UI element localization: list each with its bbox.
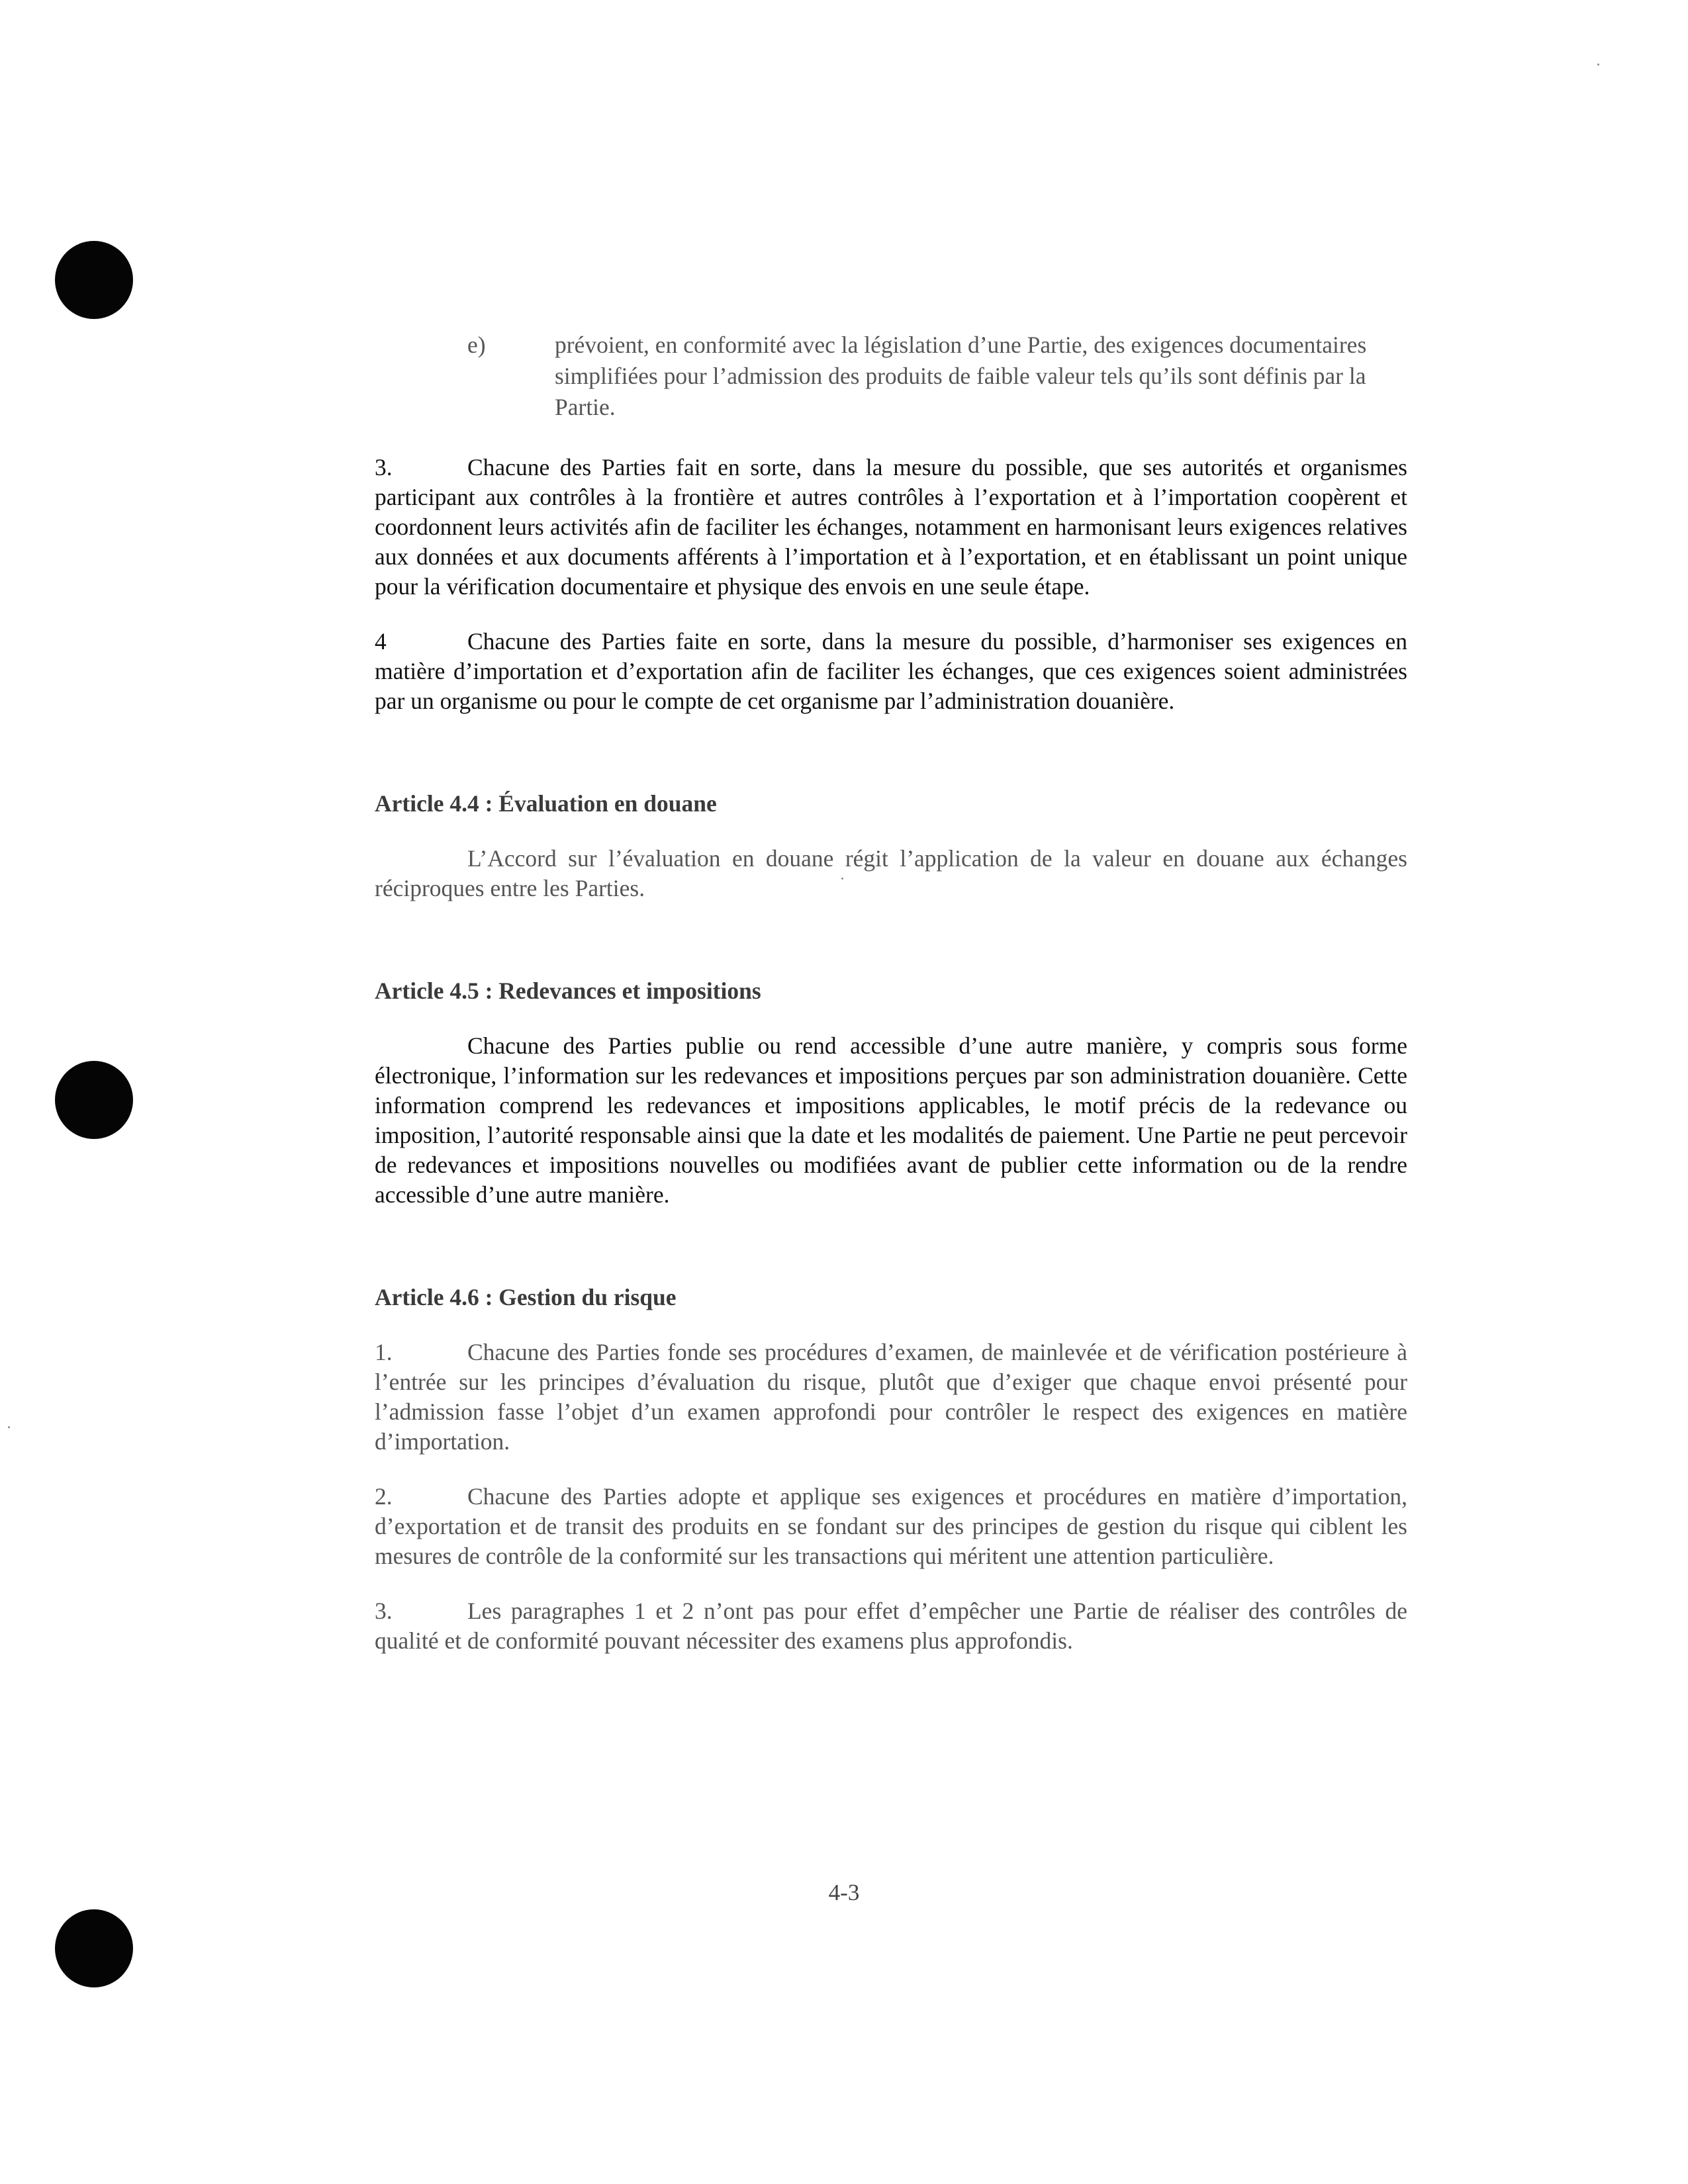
binder-hole-top [55,241,133,319]
binder-hole-middle [55,1061,133,1139]
paragraph-number: 1. [375,1339,393,1365]
article-4-5-heading: Article 4.5 : Redevances et impositions [375,978,761,1004]
paragraph-number: 4 [375,628,387,655]
paragraph-text: Chacune des Parties fonde ses procédures d’examen, de mainlevée et de vérification postérieure à l’entrée sur les principes d’évaluation du risque, plutôt que d’exiger que chaque envoi présenté pour l’admission fasse l’objet d’un examen approfondi pour contrôler le respect des exigences en matière d’importation. [375,1339,1407,1455]
list-item-e [375,330,1407,423]
article-4-6-paragraph-1 [375,1338,1407,1457]
paragraph-3 [375,453,1407,602]
article-4-5-text: Chacune des Parties publie ou rend accessible d’une autre manière, y compris sous forme électronique, l’information sur les redevances et impositions perçues par son administration douanière. Cette information comprend les redevances et impositions applicables, le motif précis de la redevance ou imposition, l’autorité responsable ainsi que la date et les modalités de paiement. Une Partie ne peut percevoir de redevances et impositions nouvelles ou modifiées avant de publier cette information ou de la rendre accessible d’une autre manière. [375,1032,1407,1208]
list-item-label: e) [467,332,486,358]
paragraph-number: 3. [375,454,393,480]
paragraph-text: Chacune des Parties adopte et applique ses exigences et procédures en matière d’importation, d’exportation et de transit des produits en se fondant sur des principes de gestion du risque qui ciblent les mesures de contrôle de la conformité sur les transactions qui méritent une attention particulière. [375,1483,1407,1569]
paragraph-4 [375,627,1407,716]
paragraph-number: 3. [375,1598,393,1624]
paragraph-text: Chacune des Parties fait en sorte, dans la mesure du possible, que ses autorités et organismes participant aux contrôles à la frontière et autres contrôles à l’exportation et à l’importation coopèrent et coordonnent leurs activités afin de faciliter les échanges, notamment en harmonisant leurs exigences relatives aux données et aux documents afférents à l’importation et à l’exportation, et en établissant un point unique pour la vérification documentaire et physique des envois en une seule étape. [375,454,1407,600]
article-4-4-heading: Article 4.4 : Évaluation en douane [375,790,717,817]
article-4-6-heading: Article 4.6 : Gestion du risque [375,1284,677,1310]
scan-speck [1597,64,1599,66]
paragraph-text: Chacune des Parties faite en sorte, dans la mesure du possible, d’harmoniser ses exigences en matière d’importation et d’exportation afin de faciliter les échanges, que ces exigences soient administrées par un organisme ou pour le compte de cet organisme par l’administration douanière. [375,628,1407,714]
paragraph-text: Les paragraphes 1 et 2 n’ont pas pour effet d’empêcher une Partie de réaliser des contrôles de qualité et de conformité pouvant nécessiter des examens plus approfondis. [375,1598,1407,1654]
scan-speck [8,1426,10,1428]
paragraph-number: 2. [375,1483,393,1510]
article-4-6-paragraph-3 [375,1596,1407,1656]
document-body [375,330,1407,1656]
article-4-6-paragraph-2 [375,1482,1407,1571]
page-number: 4-3 [828,1880,860,1905]
list-item-text: prévoient, en conformité avec la législation d’une Partie, des exigences documentaires simplifiées pour l’admission des produits de faible valeur tels qu’ils sont définis par la Partie. [555,332,1367,420]
binder-hole-bottom [55,1909,133,1987]
article-4-4-text: L’Accord sur l’évaluation en douane régit l’application de la valeur en douane aux échanges réciproques entre les Parties. [375,845,1407,901]
